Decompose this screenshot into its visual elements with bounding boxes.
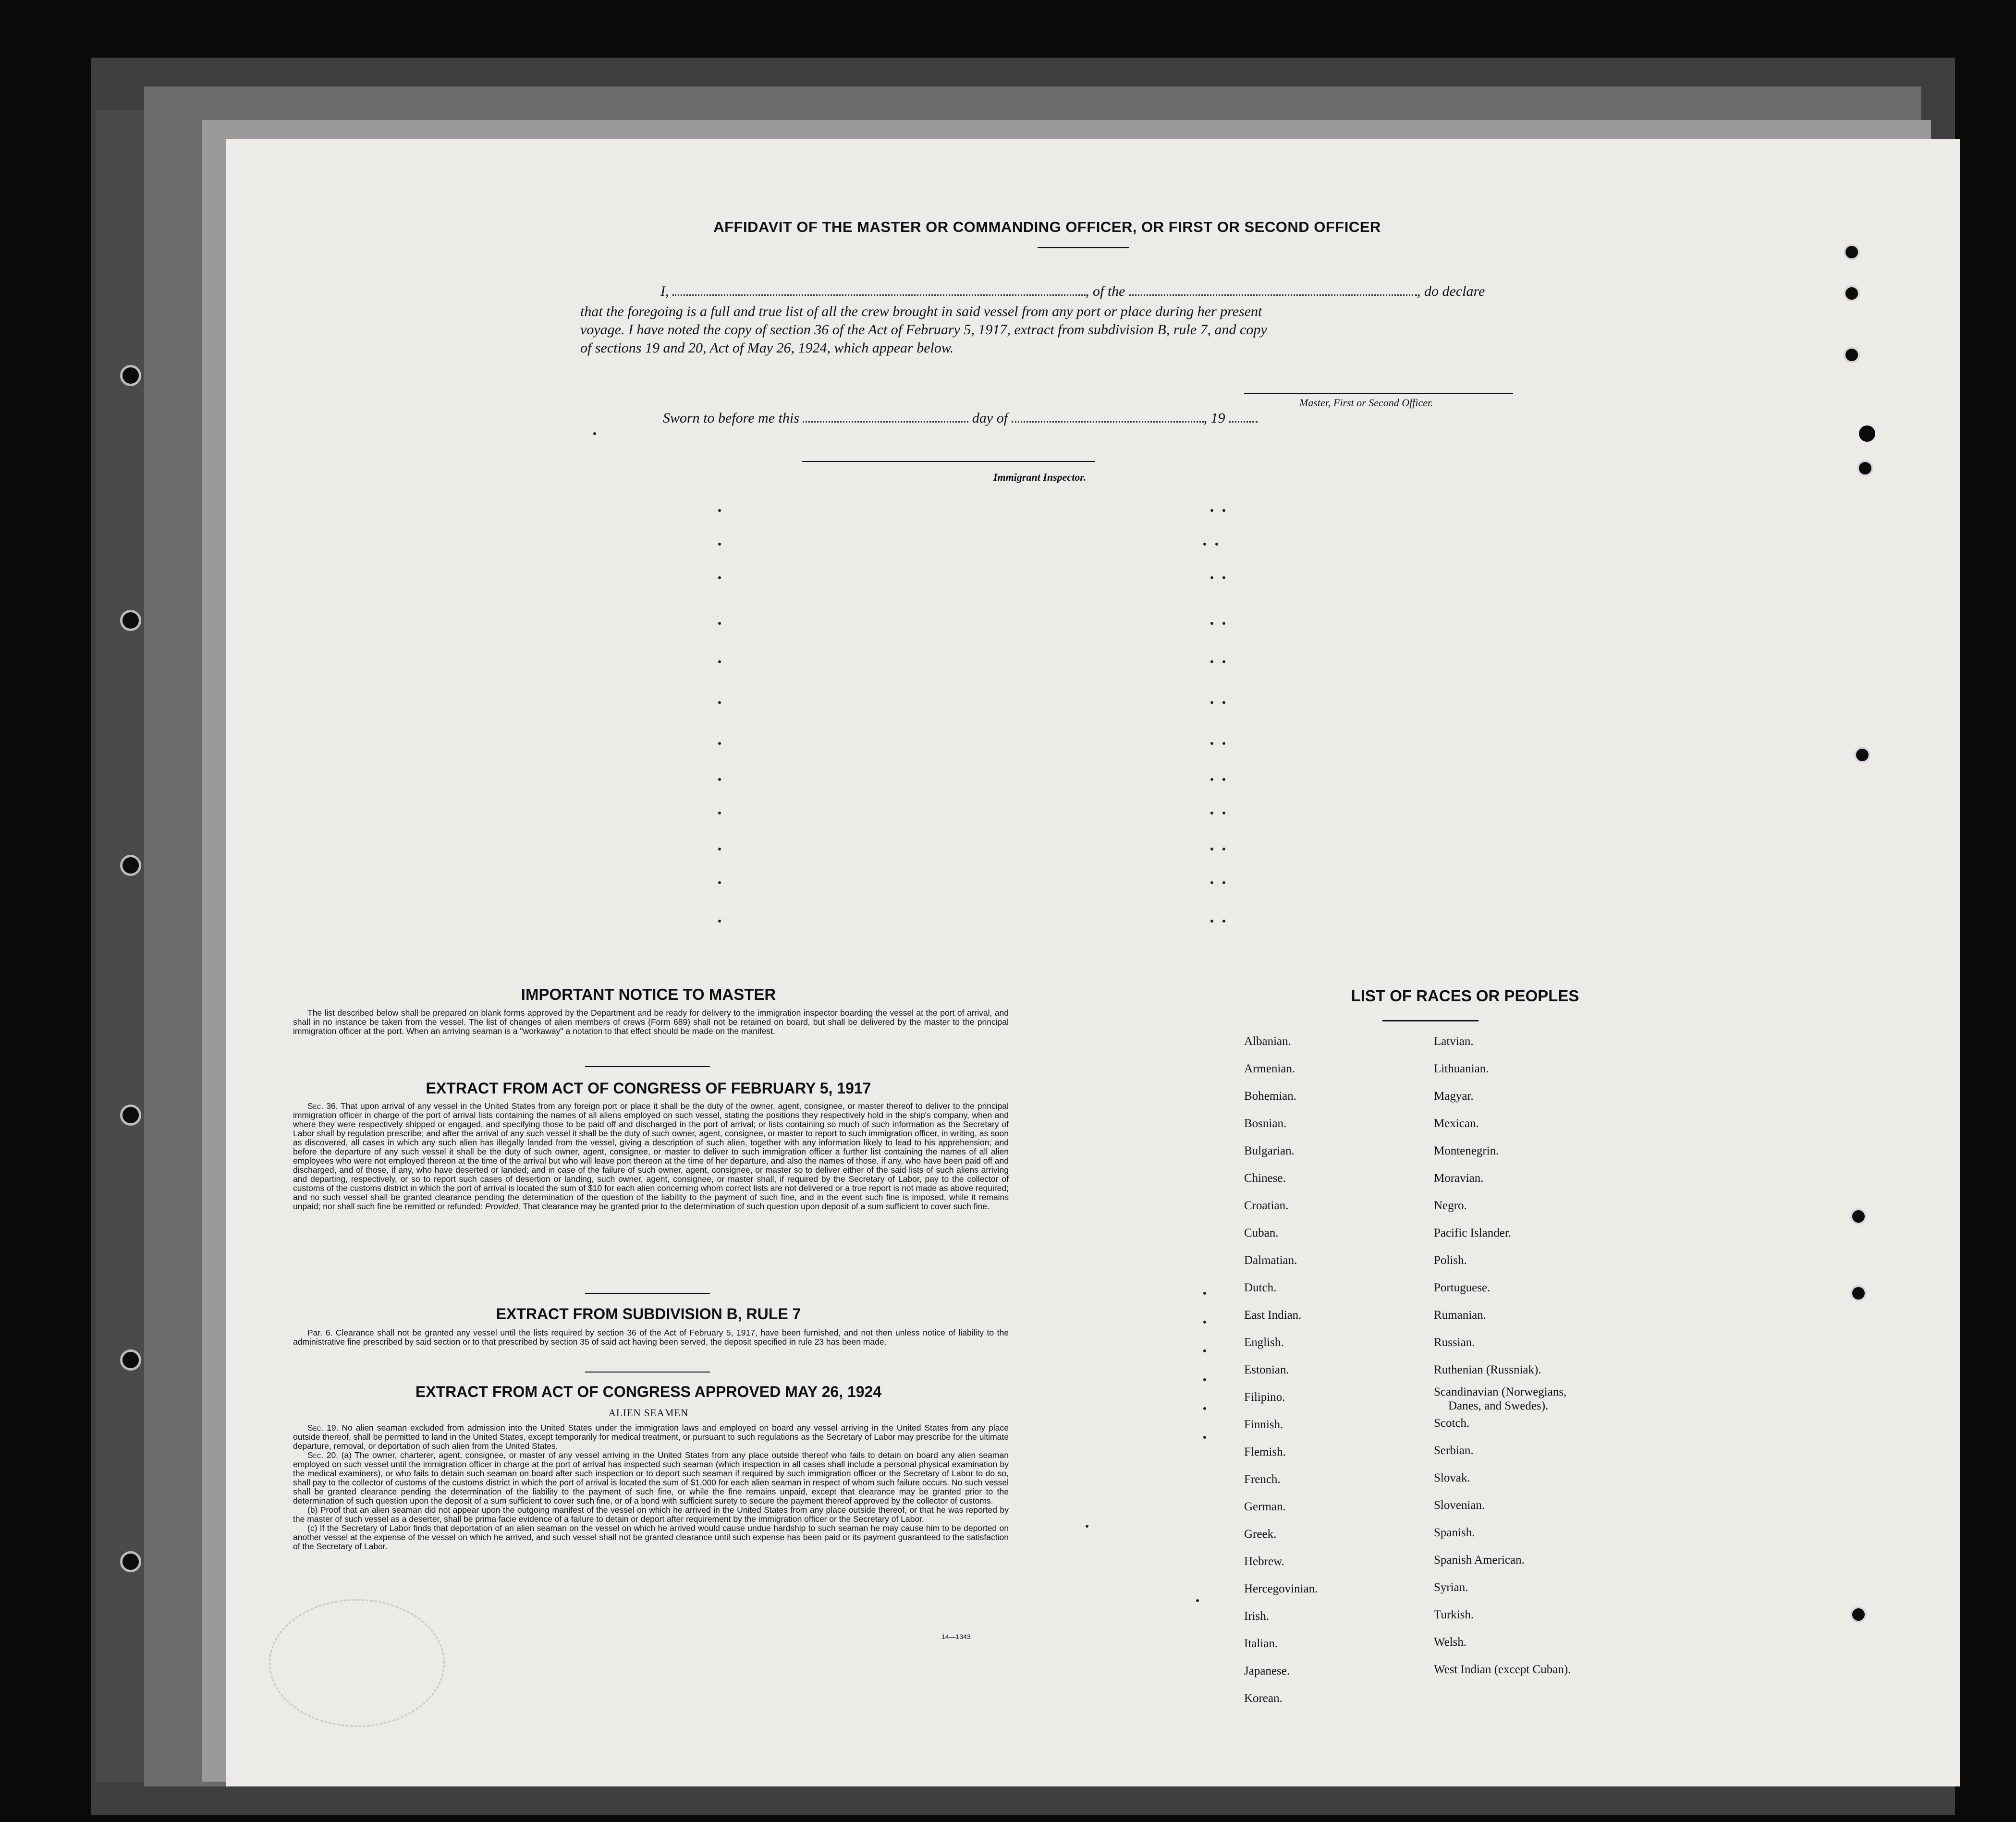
binder-hole-icon <box>1850 1208 1867 1225</box>
race-item: Dutch. <box>1244 1281 1277 1294</box>
binder-hole-icon <box>120 1105 141 1126</box>
race-item: Bosnian. <box>1244 1117 1287 1130</box>
race-item: Filipino. <box>1244 1391 1285 1404</box>
race-item: Scotch. <box>1434 1417 1470 1430</box>
binder-hole-icon <box>1854 747 1870 763</box>
sec-20b: (b) Proof that an alien seaman did not appear upon the outgoing manifest of the vessel on which he arrived in the United States from any place outside thereof, or that he was reported by the master of such vessel as a deserter, shall be prima facie evidence of a failure to detain or deport after requirement by the immigration officer or the Secretary of Labor. <box>293 1505 1009 1524</box>
race-item: Korean. <box>1244 1692 1283 1705</box>
binder-hole-icon <box>1844 347 1860 363</box>
race-item: Russian. <box>1434 1336 1475 1349</box>
race-item: Italian. <box>1244 1637 1278 1650</box>
race-item: Lithuanian. <box>1434 1062 1489 1075</box>
race-item: Negro. <box>1434 1199 1467 1212</box>
race-item: Croatian. <box>1244 1199 1289 1212</box>
sworn-month-field[interactable] <box>1012 421 1204 423</box>
race-item: Bulgarian. <box>1244 1144 1295 1157</box>
race-item: Moravian. <box>1434 1172 1484 1185</box>
extract-1917-title: EXTRACT FROM ACT OF CONGRESS OF FEBRUARY 5, 1917 <box>426 1080 871 1097</box>
binder-hole-icon <box>120 365 141 386</box>
race-item: Slovenian. <box>1434 1499 1485 1512</box>
race-item: Bohemian. <box>1244 1090 1297 1103</box>
year-prefix-label: , 19 <box>1203 410 1225 426</box>
race-item: Armenian. <box>1244 1062 1295 1075</box>
notice-title: IMPORTANT NOTICE TO MASTER <box>521 985 776 1003</box>
faint-seal-stamp <box>269 1599 445 1727</box>
race-item: Pacific Islander. <box>1434 1227 1512 1239</box>
sec-36-label: Sec. 36. <box>307 1101 338 1111</box>
race-item: Syrian. <box>1434 1581 1468 1594</box>
race-item: Irish. <box>1244 1610 1270 1623</box>
race-item: Portuguese. <box>1434 1281 1491 1294</box>
races-column-2 <box>1434 1028 1571 1683</box>
of-the-label: , of the <box>1086 283 1125 299</box>
affidavit-line-4: of sections 19 and 20, Act of May 26, 1924, which appear below. <box>580 340 954 356</box>
alien-seamen-subtitle: ALIEN SEAMEN <box>608 1407 689 1419</box>
race-item: English. <box>1244 1336 1284 1349</box>
extract-rule7-title: EXTRACT FROM SUBDIVISION B, RULE 7 <box>496 1305 801 1323</box>
race-item: Turkish. <box>1434 1608 1474 1621</box>
race-item: Spanish American. <box>1434 1554 1525 1567</box>
races-column-1 <box>1244 1028 1318 1712</box>
race-item: West Indian (except Cuban). <box>1434 1663 1571 1676</box>
do-declare-label: , do declare <box>1417 283 1485 299</box>
race-item: Chinese. <box>1244 1172 1286 1185</box>
sec-36-end: That clearance may be granted prior to the determination of such question upon deposit of a sum sufficient to cover such fine. <box>520 1202 990 1211</box>
race-item: Dalmatian. <box>1244 1254 1297 1267</box>
binder-hole-icon <box>120 1349 141 1371</box>
section-rule <box>585 1066 710 1067</box>
race-item-continuation: Danes, and Swedes). <box>1448 1399 1549 1412</box>
affidavit-title: AFFIDAVIT OF THE MASTER OR COMMANDING OFFICER, OR FIRST OR SECOND OFFICER <box>713 219 1381 235</box>
extract-1917-text <box>293 1102 1009 1211</box>
sec-20-label: Sec. 20. <box>307 1450 339 1460</box>
binder-hole-icon <box>120 1551 141 1572</box>
race-item: Finnish. <box>1244 1418 1283 1431</box>
race-item: Spanish. <box>1434 1526 1475 1539</box>
vessel-name-field[interactable] <box>1129 294 1417 296</box>
extract-rule7-text: Par. 6. Clearance shall not be granted any vessel until the lists required by section 36 of the Act of February 5, 1917, have been furnished, and not then unless notice of liability to the administrative fine prescribed by said section or to that prescribed by section 35 of said act having been served, the deposit specified in rule 23 has been made. <box>293 1328 1009 1347</box>
binder-hole-icon <box>120 610 141 631</box>
race-item: Hercegovinian. <box>1244 1582 1318 1595</box>
i-label: I, <box>660 283 669 299</box>
race-item: Rumanian. <box>1434 1309 1487 1322</box>
race-item: Japanese. <box>1244 1664 1290 1677</box>
race-item: East Indian. <box>1244 1309 1302 1322</box>
race-item: Montenegrin. <box>1434 1144 1499 1157</box>
sec-19-label: Sec. 19. <box>307 1423 339 1433</box>
binder-hole-icon <box>1844 285 1860 302</box>
binder-hole-icon <box>120 855 141 876</box>
binder-hole-icon <box>1850 1285 1867 1301</box>
extract-1924-text <box>293 1423 1009 1551</box>
affidavit-line-2: that the foregoing is a full and true list of all the crew brought in said vessel from any port or place during her present <box>580 304 1262 319</box>
affidavit-line-3: voyage. I have noted the copy of section 36 of the Act of February 5, 1917, extract from subdivision B, rule 7, and copy <box>580 322 1267 338</box>
sworn-label: Sworn to before me this <box>663 410 799 426</box>
binder-hole-icon <box>1844 244 1860 260</box>
race-item: Latvian. <box>1434 1035 1474 1048</box>
race-item-scandinavian <box>1434 1384 1571 1412</box>
sec-36-body: That upon arrival of any vessel in the United States from any foreign port or place it shall be the duty of the owner, agent, consignee, or master thereof to deliver to the principal immigration officer in charge of the port of arrival lists containing the names of all aliens employed on such vessel, stating the positions they respectively hold in the ship's company, when and where they were respectively shipped or engaged, and specifying those to be paid off and discharged in the port of arrival; or lists containing so much of such information as the Secretary of Labor shall by regulation prescribe; and after the arrival of any such vessel it shall be the duty of such owner, agent, consignee, or master to report to such immigration officer, in writing, as soon as discovered, all cases in which any such alien has illegally landed from the vessel, giving a description of such alien, together with any information likely to lead to his apprehension; and before the departure of any such vessel it shall be the duty of such owner, agent, consignee, or master to deliver to such immigration officer a further list containing the names of all alien employees who were not employed thereon at the time of the arrival but who will leave port thereon at the time of her departure, and also the names of those, if any, who have been paid off and discharged, and of those, if any, who have deserted or landed; and in case of the failure of such owner, agent, consignee, or master so to deliver either of the said lists of such aliens arriving and departing, respectively, or so to report such cases of desertion or landing, such owner, agent, consignee, or master shall, if required by the Secretary of Labor, pay to the collector of customs of the customs district in which the port of arrival is located the sum of $10 for each alien concerning whom correct lists are not delivered or a true report is not made as above required; and no such vessel shall be granted clearance pending the determination of the question of the liability to the payment of such fine, and in the event such fine is imposed, while it remains unpaid; nor shall such fine be remitted or refunded: <box>293 1101 1009 1211</box>
race-item: Magyar. <box>1434 1090 1474 1103</box>
extract-1924-title: EXTRACT FROM ACT OF CONGRESS APPROVED MAY 26, 1924 <box>415 1383 882 1400</box>
race-item: Albanian. <box>1244 1035 1291 1048</box>
race-item: Hebrew. <box>1244 1555 1284 1568</box>
sec-20a-body: (a) The owner, charterer, agent, consignee, or master of any vessel arriving in the United States from any place outside thereof who fails to detain on board any alien seaman employed on such vessel until the immigration officer in charge at the port of arrival has inspected such seaman (which inspection in all cases shall include a personal physical examination by the medical examiners), or who fails to detain such seaman on board after such inspection or to deport such seaman if required by such immigration officer or the Secretary of Labor to do so, shall pay to the collector of customs of the customs district in which the port of arrival is located the sum of $1,000 for each alien seaman in respect of whom such failure occurs. No such vessel shall be granted clearance pending the determination of the liability to the payment of such fine, or while the fine remains unpaid, except that clearance may be granted prior to the determination of such question upon the deposit of a sum sufficient to cover such fine, or of a bond with sufficient surety to secure the payment thereof approved by the collector of customs. <box>293 1450 1009 1506</box>
sworn-year-field[interactable] <box>1229 421 1258 423</box>
master-name-field[interactable] <box>672 294 1086 296</box>
affidavit-line-1 <box>660 282 1573 301</box>
sec-20a <box>293 1451 1009 1506</box>
race-item: Estonian. <box>1244 1363 1289 1376</box>
signature-line[interactable] <box>1244 393 1513 394</box>
inspector-label: Immigrant Inspector. <box>993 471 1087 483</box>
signature-label: Master, First or Second Officer. <box>1299 397 1433 409</box>
race-item: Slovak. <box>1434 1471 1470 1484</box>
race-item: Cuban. <box>1244 1227 1279 1239</box>
race-item: Scandinavian (Norwegians, <box>1434 1385 1567 1398</box>
notice-text: The list described below shall be prepared on blank forms approved by the Department and be ready for delivery to the immigration inspector boarding the vessel at the port of arrival, and shall in no instance be taken from the vessel. The list of changes of alien members of crews (Form 689) shall not be retained on board, but shall be delivered by the master to the principal immigration officer at the port. When an arriving seaman is a "workaway" a notation to that effect should be made on the manifest. <box>293 1008 1009 1036</box>
title-rule <box>1038 247 1129 248</box>
sec-19-body: No alien seaman excluded from admission into the United States under the immigration laws and employed on board any vessel arriving in the United States from any place outside thereof, shall be permitted to land in the United States, except temporarily for medical treatment, or pursuant to such regulations as the Secretary of Labor may prescribe for the ultimate departure, removal, or deportation of such alien from the United States. <box>293 1423 1009 1451</box>
race-item: Ruthenian (Russniak). <box>1434 1363 1541 1376</box>
race-item: Polish. <box>1434 1254 1467 1267</box>
day-of-label: day of <box>972 410 1008 426</box>
race-item: Welsh. <box>1434 1636 1467 1649</box>
section-rule <box>585 1372 710 1373</box>
races-title-rule <box>1382 1020 1478 1021</box>
sec-19 <box>293 1423 1009 1451</box>
binder-hole-icon <box>1857 460 1873 476</box>
race-item: German. <box>1244 1500 1286 1513</box>
provided-word: Provided, <box>485 1202 521 1211</box>
race-item: Greek. <box>1244 1528 1277 1541</box>
inspector-signature-line[interactable] <box>802 461 1095 462</box>
binder-hole-icon <box>1850 1606 1867 1623</box>
races-title: LIST OF RACES OR PEOPLES <box>1351 987 1579 1005</box>
race-item: Serbian. <box>1434 1444 1474 1457</box>
sworn-day-field[interactable] <box>803 421 968 423</box>
sec-20c: (c) If the Secretary of Labor finds that deportation of an alien seaman on the vessel on which he arrived would cause undue hardship to such seaman he may cause him to be deported on another vessel at the expense of the vessel on which he arrived, and such vessel shall not be granted clearance until such expense has been paid or its payment guaranteed to the satisfaction of the Secretary of Labor. <box>293 1523 1009 1551</box>
sworn-line <box>663 409 1335 427</box>
form-number: 14—1343 <box>941 1633 971 1640</box>
binder-hole-icon <box>1859 425 1875 442</box>
race-item: Flemish. <box>1244 1445 1286 1458</box>
race-item: Mexican. <box>1434 1117 1479 1130</box>
section-rule <box>585 1293 710 1294</box>
race-item: French. <box>1244 1473 1281 1486</box>
